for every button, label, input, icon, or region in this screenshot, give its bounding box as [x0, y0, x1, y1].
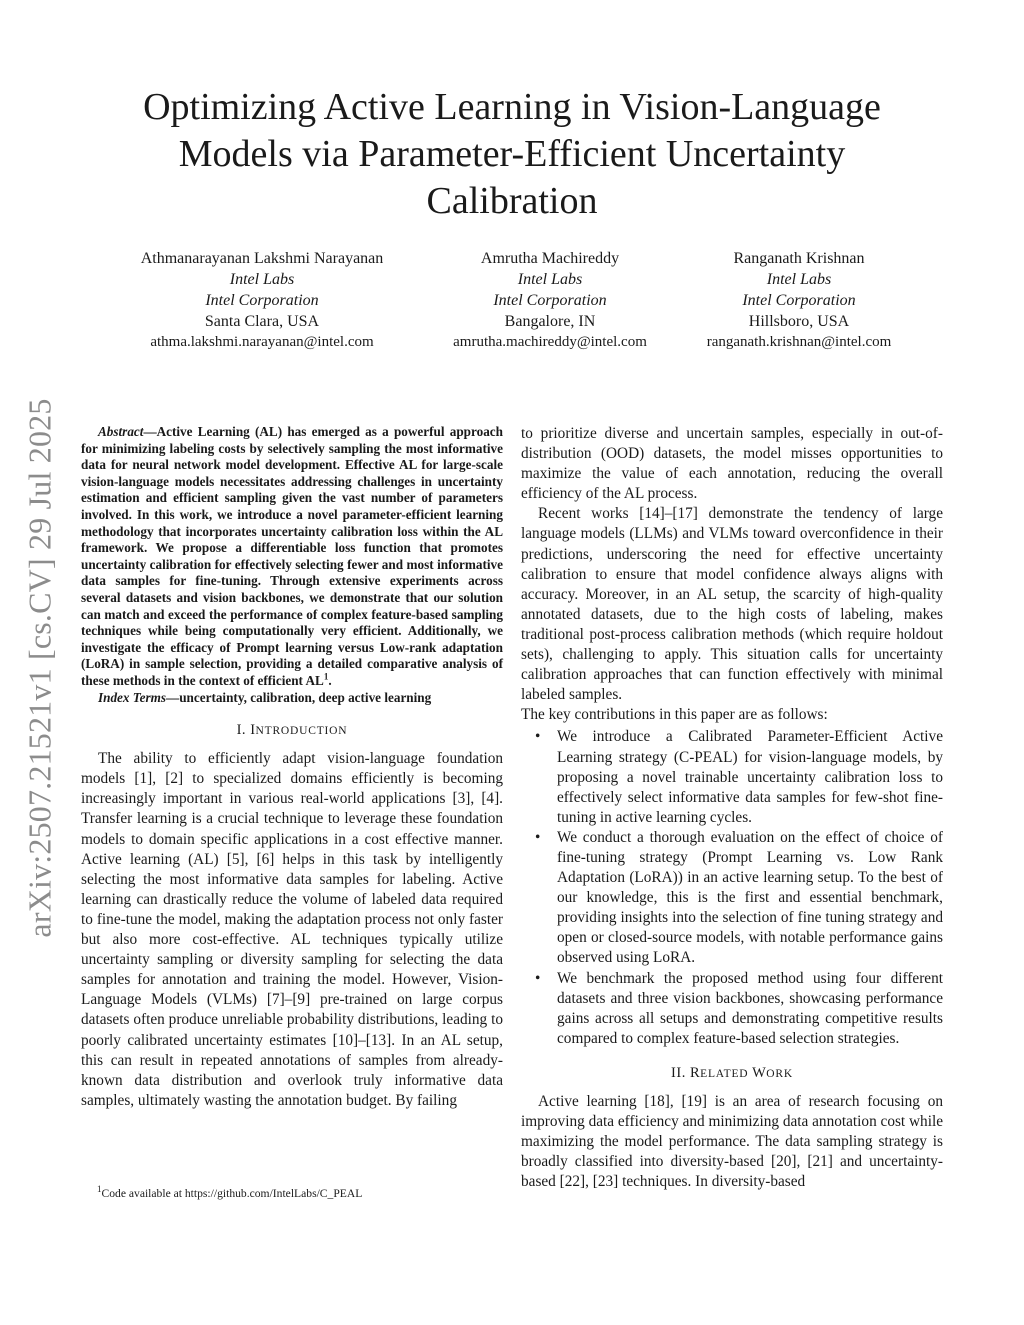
bullet-icon: •	[535, 969, 541, 987]
abstract-label: Abstract	[98, 424, 144, 439]
abstract	[81, 424, 503, 690]
section-title-initial: I	[250, 722, 256, 739]
author-org: Intel Corporation	[493, 292, 607, 309]
related-work-paragraph: Active learning [18], [19] is an area of research focusing on improving data efficiency and minimizing data annotation cost while maximizing the model performance. The data sampling strategy is broadly classified into diversity-based [20], [21] and uncertainty-based [22], [23] techniques. In diversity-based	[521, 1093, 943, 1191]
title-line: Optimizing Active Learning in Vision-Language	[143, 86, 881, 128]
author-email: amrutha.machireddy@intel.com	[453, 334, 647, 350]
contributions-intro: The key contributions in this paper are as follows:	[521, 706, 828, 724]
section-title-rest: ELATED	[700, 1067, 753, 1080]
section-title-rest: ORK	[766, 1067, 793, 1080]
author-3	[707, 248, 892, 353]
arxiv-watermark: arXiv:2507.21521v1 [cs.CV] 29 Jul 2025	[21, 398, 58, 938]
author-dept: Intel Labs	[766, 271, 832, 288]
title-line: Models via Parameter-Efficient Uncertainty	[178, 133, 846, 175]
author-email: athma.lakshmi.narayanan@intel.com	[150, 334, 374, 350]
author-1	[141, 248, 384, 353]
footnote-mark: 1	[97, 1184, 102, 1195]
section-number: I.	[236, 722, 251, 739]
author-dept: Intel Labs	[517, 271, 583, 288]
list-item	[521, 969, 943, 1049]
author-org: Intel Corporation	[205, 292, 319, 309]
author-org: Intel Corporation	[742, 292, 856, 309]
list-item-text: We introduce a Calibrated Parameter-Efficient Active Learning strategy (C-PEAL) for vision-language models, by proposing a novel trainable uncertainty calibration loss to effectively select informative data samples for few-shot fine-tuning in active learning cycles.	[557, 728, 943, 826]
abstract-end: .	[328, 672, 332, 688]
bullet-icon: •	[535, 828, 541, 846]
abstract-text: —Active Learning (AL) has emerged as a powerful approach for minimizing labeling costs by selectively sampling the most informative data for neural network model development. Effective AL for large-scale vision-language models necessitates addressing challenges in uncertainty estimation and efficient sampling given the vast number of parameters involved. In this work, we introduce a novel parameter-efficient learning methodology that incorporates uncertainty calibration loss within the AL framework. We propose a differentiable loss function that promotes uncertainty calibration for effectively selecting fewer and most informative data samples for fine-tuning. Through extensive experiments across several datasets and vision backbones, we demonstrate that our solution can match and exceed the performance of complex feature-based sampling techniques while being computationally very efficient. Additionally, we investigate the efficacy of Prompt learning versus Low-rank adaptation (LoRA) in sample selection, providing a detailed comparative analysis of these methods in the context of efficient AL	[81, 424, 503, 688]
footnote	[97, 1186, 362, 1201]
index-terms-label: Index Terms	[98, 689, 167, 705]
paper-title	[60, 84, 964, 225]
author-name: Athmanarayanan Lakshmi Narayanan	[140, 250, 384, 267]
author-name: Amrutha Machireddy	[480, 250, 620, 267]
intro-paragraph: The ability to efficiently adapt vision-language foundation models [1], [2] to specialized domains efficiently is becoming increasingly important in various real-world applications [3], [4]. Transfer learning is a crucial technique to leverage these foundation models to domain specific applications in a cost effective manner. Active learning (AL) [5], [6] helps in this task by intelligently selecting the most informative data samples for labeling. Active learning can drastically reduce the volume of labeled data required to fine-tune the model, making the adaptation process not only faster but also more cost-effective. AL techniques typically utilize uncertainty sampling or diversity sampling for selecting the data samples for annotation and training the model. However, Vision-Language Models (VLMs) [7]–[9] pre-trained on large corpus datasets often produce unreliable probability distributions, leading to poorly calibrated uncertainty estimates [10]–[13]. In an AL setup, this can result in repeated annotations of samples from already-known data distribution and overlook truly informative data samples, ultimately wasting the annotation budget. By failing	[81, 750, 503, 1109]
section-title-rest: NTRODUCTION	[255, 725, 348, 738]
list-item	[521, 727, 943, 827]
continued-paragraph: to prioritize diverse and uncertain samples, especially in out-of-distribution (OOD) datasets, the model misses opportunities to maximize the value of each annotation, reducing the overall efficiency of the AL process.	[521, 425, 943, 503]
bullet-icon: •	[535, 728, 541, 746]
footnote-mark: 1	[323, 671, 329, 682]
author-2	[453, 248, 647, 353]
recent-works-paragraph: Recent works [14]–[17] demonstrate the tendency of large language models (LLMs) and VLMs toward overconfidence in their predictions, underscoring the need for effective uncertainty calibration to ensure that model confidence always aligns with accuracy. Moreover, in an AL setup, the scarcity of high-quality annotated datasets, due to the high costs of labeling, makes traditional post-process calibration methods (which require holdout sets), challenging to apply. This situation calls for uncertainty calibration approaches that can function effectively with minimal labeled samples.	[521, 505, 943, 704]
author-email: ranganath.krishnan@intel.com	[706, 334, 892, 350]
right-column	[521, 424, 943, 1192]
author-name: Ranganath Krishnan	[733, 250, 865, 267]
index-terms	[81, 690, 503, 707]
author-location: Bangalore, IN	[504, 313, 596, 330]
author-location: Hillsboro, USA	[748, 313, 850, 330]
section-heading-related-work	[521, 1063, 943, 1084]
list-item	[521, 828, 943, 969]
left-column	[81, 424, 503, 1111]
title-line: Calibration	[426, 180, 598, 222]
contributions-list	[521, 727, 943, 1049]
list-item-text: We conduct a thorough evaluation on the effect of choice of fine-tuning strategy (Prompt Learning vs. Low Rank Adaptation (LoRA)) in an active learning setup. To the best of our knowledge, this is the first and essential benchmark, providing insights into the selection of fine tuning strategy and open or closed-source models, with notable performance gains observed using LoRA.	[557, 828, 943, 967]
index-terms-text: —uncertainty, calibration, deep active learning	[166, 689, 432, 705]
list-item-text: We benchmark the proposed method using four different datasets and three vision backbones, showcasing performance gains across all setups and demonstrating competitive results compared to complex feature-based selection strategies.	[557, 969, 943, 1047]
section-heading-introduction	[81, 720, 503, 741]
section-number: II.	[671, 1064, 690, 1081]
section-title-initial: W	[752, 1064, 767, 1081]
footnote-text: Code available at https://github.com/IntelLabs/C_PEAL	[101, 1187, 363, 1200]
author-location: Santa Clara, USA	[204, 313, 320, 330]
author-dept: Intel Labs	[229, 271, 295, 288]
section-title-initial: R	[689, 1064, 701, 1081]
author-block	[0, 248, 1024, 358]
